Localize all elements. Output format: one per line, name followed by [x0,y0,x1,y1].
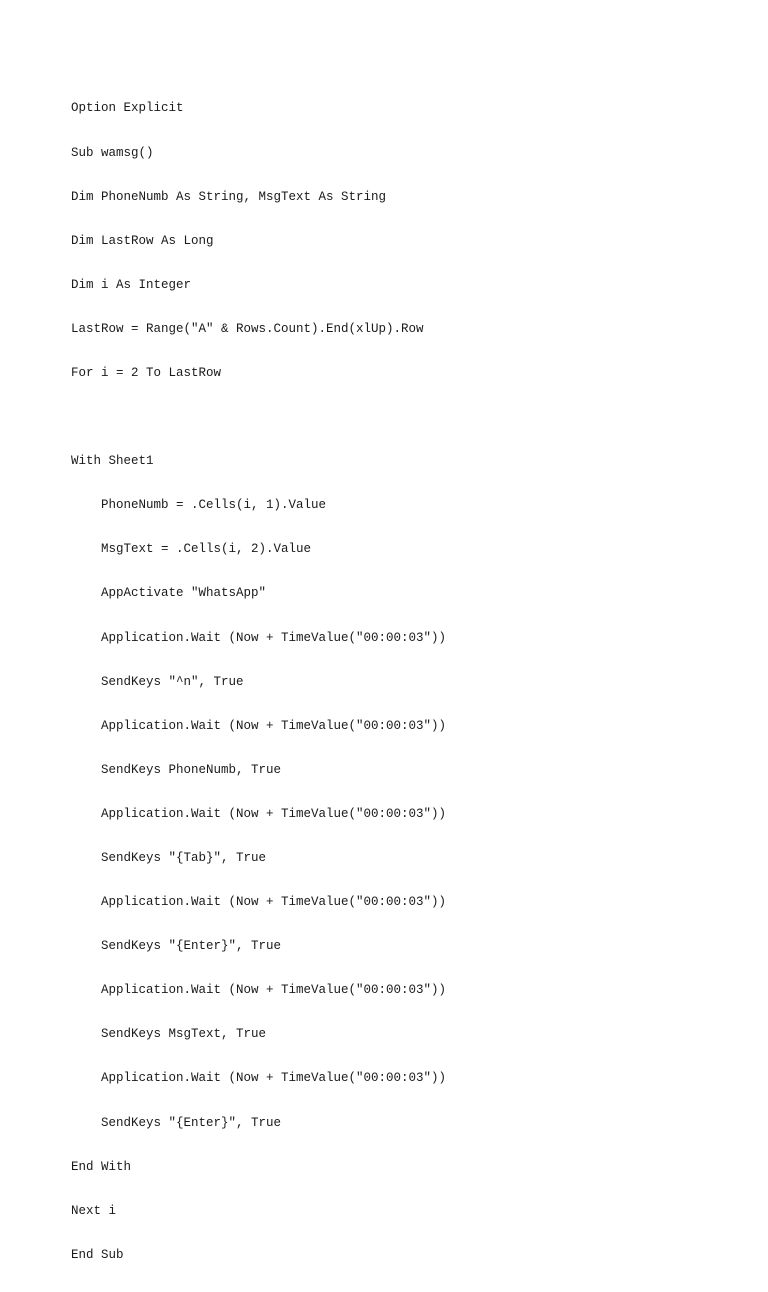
code-line: Dim LastRow As Long [71,233,214,248]
code-block [71,72,446,1292]
code-line: SendKeys "{Enter}", True [71,939,282,954]
code-line: Application.Wait (Now + TimeValue("00:00:03")) [71,718,447,733]
code-line: Application.Wait (Now + TimeValue("00:00:03")) [71,806,447,821]
code-line: Application.Wait (Now + TimeValue("00:00:03")) [71,983,447,998]
code-line: PhoneNumb = .Cells(i, 1).Value [71,498,327,513]
code-line: Sub wamsg() [71,145,154,160]
code-line: Dim PhoneNumb As String, MsgText As String [71,189,387,204]
code-line: End With [71,1159,132,1174]
code-line: SendKeys PhoneNumb, True [71,762,282,777]
code-line: For i = 2 To LastRow [71,365,222,380]
code-line: Dim i As Integer [71,277,192,292]
blank-line [71,410,446,425]
code-line: Application.Wait (Now + TimeValue("00:00:03")) [71,1071,447,1086]
code-line: With Sheet1 [71,454,154,469]
code-line: SendKeys "^n", True [71,674,244,689]
code-line: Option Explicit [71,101,184,116]
code-line: Next i [71,1203,117,1218]
code-line: MsgText = .Cells(i, 2).Value [71,542,312,557]
code-line: SendKeys "{Enter}", True [71,1115,282,1130]
code-line: SendKeys MsgText, True [71,1027,267,1042]
code-line: Application.Wait (Now + TimeValue("00:00:03")) [71,630,447,645]
code-line: SendKeys "{Tab}", True [71,851,267,865]
code-line: Application.Wait (Now + TimeValue("00:00:03")) [71,895,447,910]
code-line: End Sub [71,1247,124,1262]
code-line: LastRow = Range("A" & Rows.Count).End(xlUp).Row [71,321,424,336]
code-line: AppActivate "WhatsApp" [71,586,267,601]
